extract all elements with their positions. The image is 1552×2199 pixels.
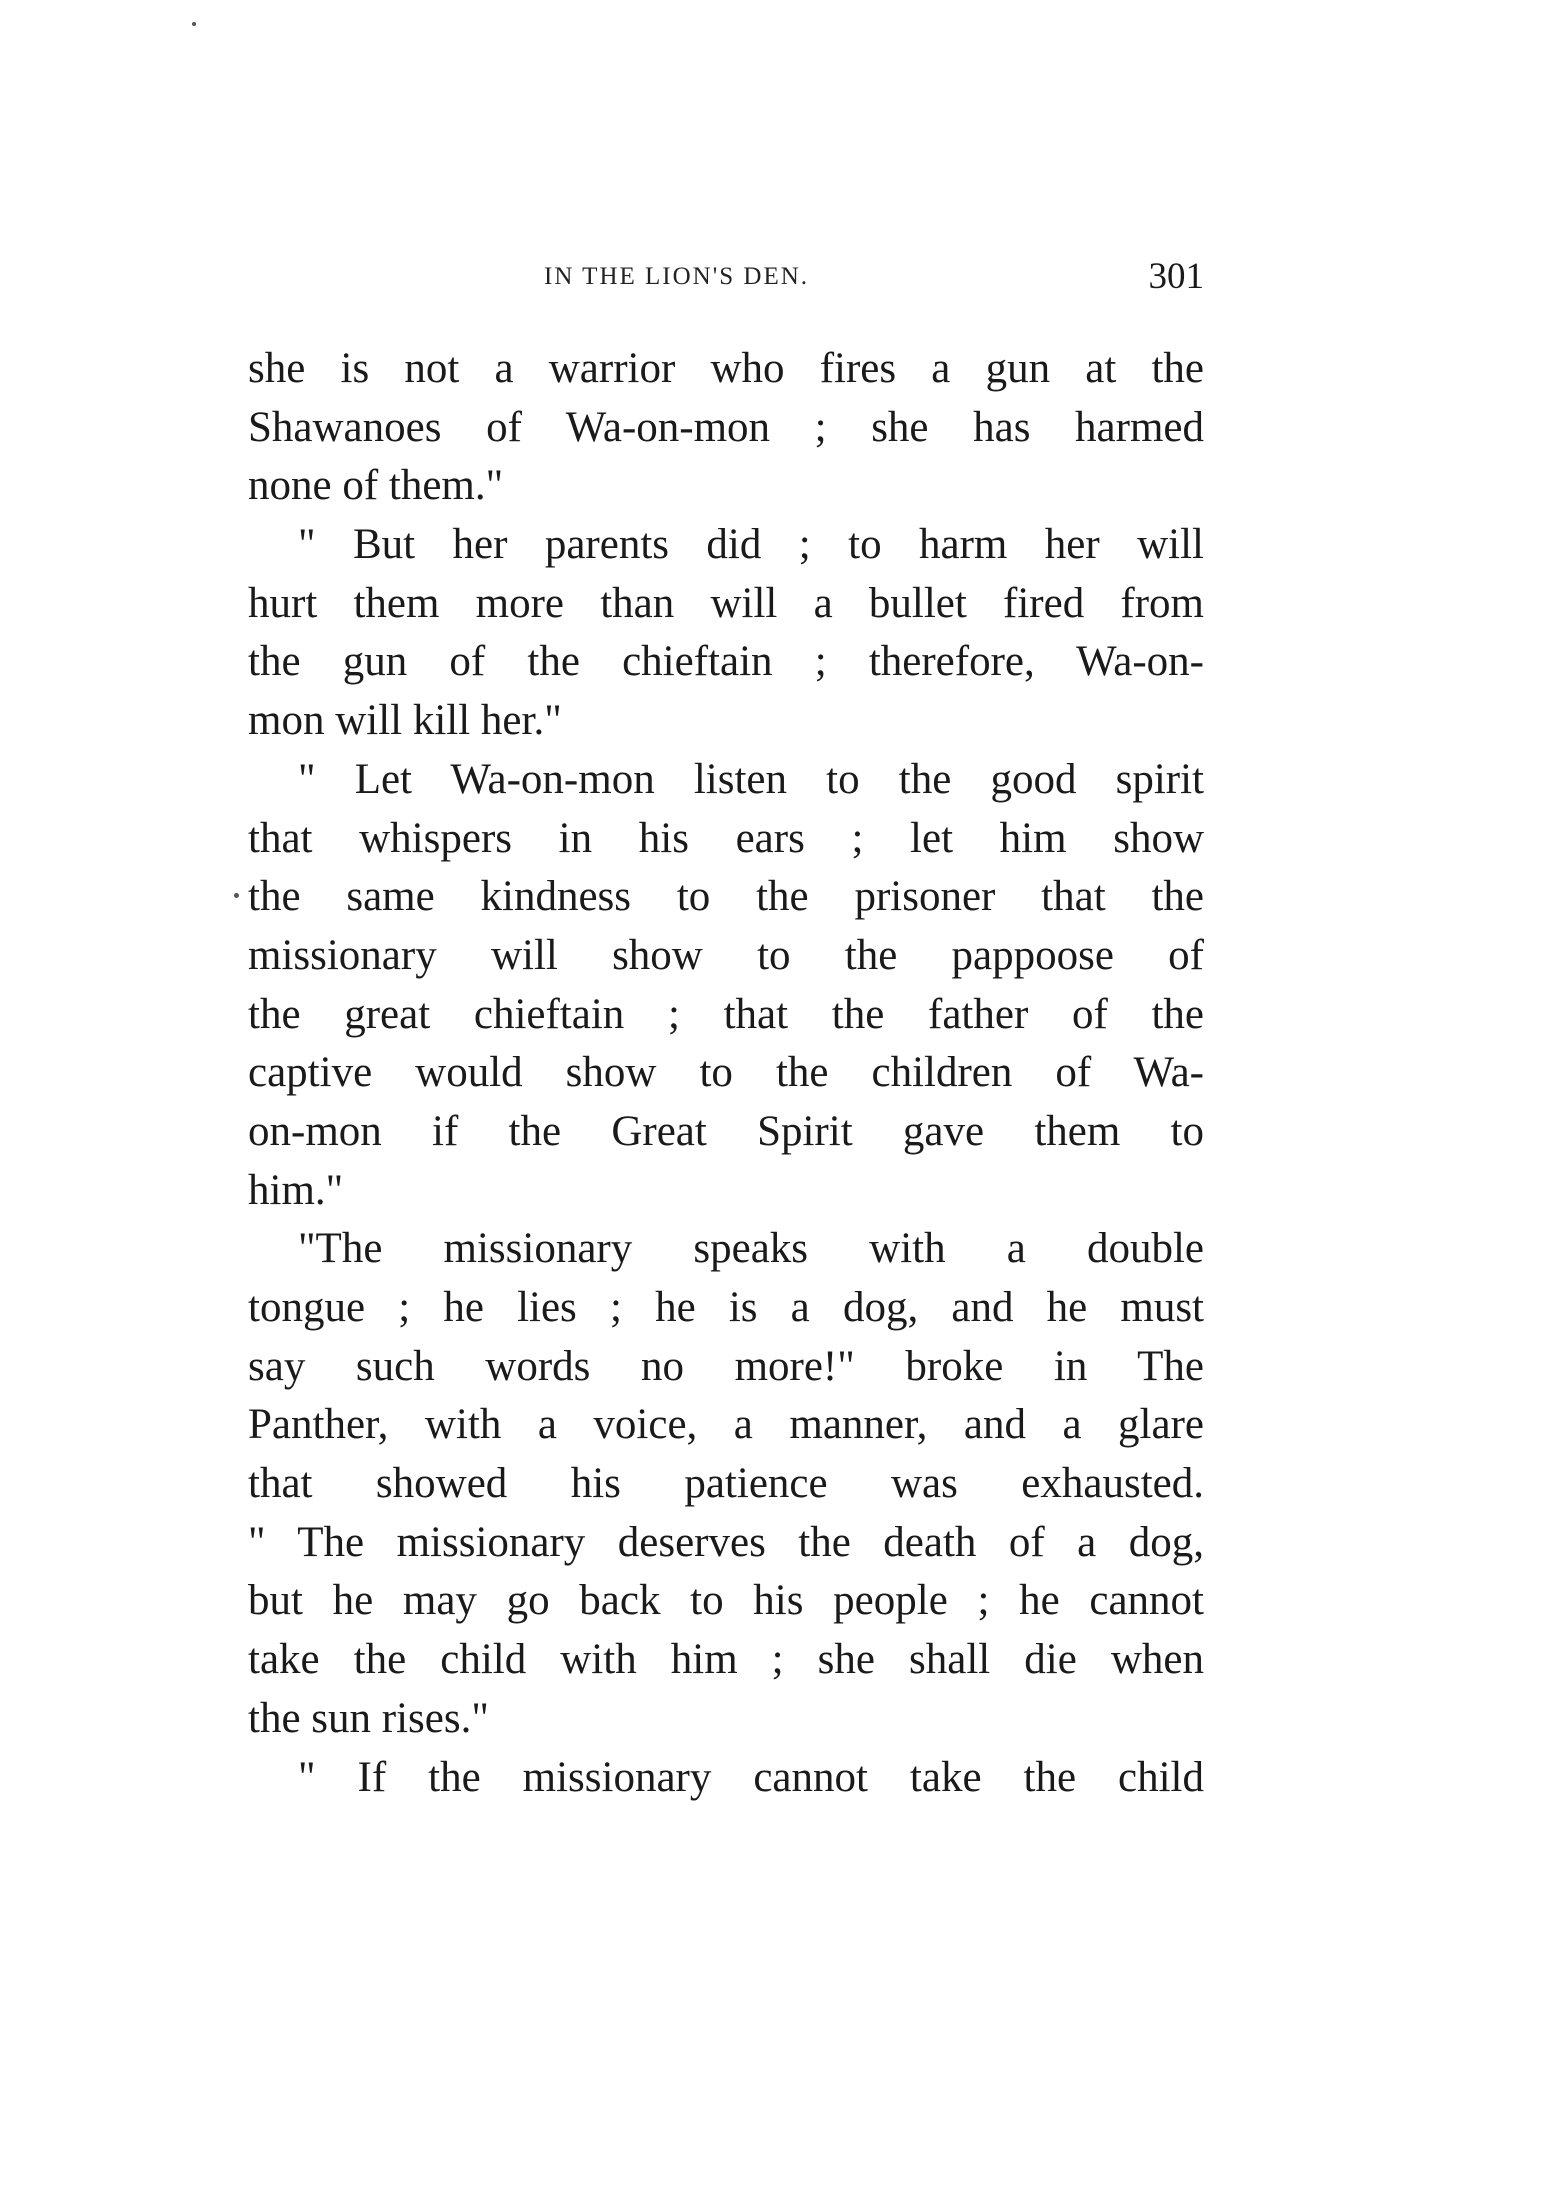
- text-line: take the child with him ; she shall die when: [248, 1636, 1204, 1684]
- text-line: the same kindness to the prisoner that the: [248, 873, 1204, 921]
- text-line: " Let Wa-on-mon listen to the good spirit: [298, 755, 1204, 803]
- text-line: " The missionary deserves the death of a dog,: [248, 1518, 1204, 1566]
- print-speck: [234, 893, 239, 898]
- text-line: none of them.": [248, 462, 504, 510]
- text-line: hurt them more than will a bullet fired from: [248, 579, 1204, 627]
- text-line: him.": [248, 1166, 344, 1214]
- text-line: but he may go back to his people ; he cannot: [248, 1577, 1204, 1625]
- text-line: the sun rises.": [248, 1694, 489, 1742]
- text-line: " But her parents did ; to harm her will: [298, 521, 1204, 569]
- text-line: Shawanoes of Wa-on-mon ; she has harmed: [248, 403, 1204, 451]
- body-text: [248, 340, 1204, 1807]
- text-line: that showed his patience was exhausted.: [248, 1460, 1204, 1508]
- text-line: that whispers in his ears ; let him show: [248, 814, 1204, 862]
- running-head: [248, 255, 1204, 305]
- text-line: on-mon if the Great Spirit gave them to: [248, 1107, 1204, 1155]
- text-line: captive would show to the children of Wa-: [248, 1049, 1204, 1097]
- text-line: tongue ; he lies ; he is a dog, and he must: [248, 1284, 1204, 1331]
- running-title: IN THE LION'S DEN.: [544, 263, 810, 290]
- page-number: 301: [1148, 256, 1204, 297]
- text-line: the great chieftain ; that the father of the: [248, 990, 1204, 1038]
- text-line: the gun of the chieftain ; therefore, Wa-on-: [248, 638, 1204, 686]
- text-line: she is not a warrior who fires a gun at the: [248, 345, 1204, 392]
- text-line: "The missionary speaks with a double: [298, 1225, 1204, 1273]
- print-speck: [192, 22, 196, 26]
- text-line: " If the missionary cannot take the child: [298, 1753, 1204, 1801]
- text-line: say such words no more!" broke in The: [248, 1342, 1204, 1390]
- text-line: missionary will show to the pappoose of: [248, 931, 1204, 979]
- text-line: Panther, with a voice, a manner, and a glare: [248, 1401, 1204, 1449]
- text-line: mon will kill her.": [248, 697, 562, 745]
